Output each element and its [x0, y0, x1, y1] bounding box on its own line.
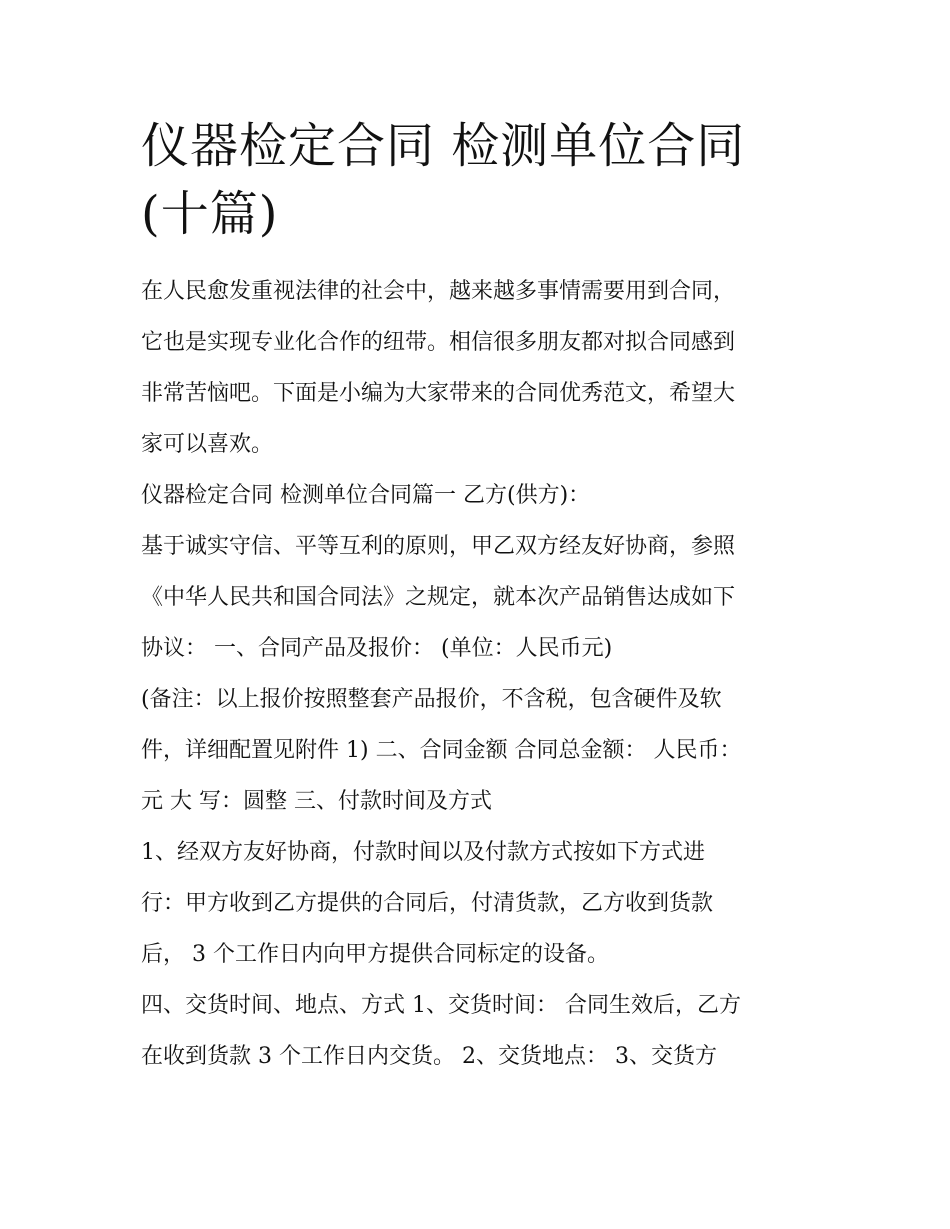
text-line: 1、经双方友好协商，付款时间以及付款方式按如下方式进 [141, 840, 705, 865]
agreement-paragraph [141, 521, 821, 674]
text-line: 仪器检定合同 检测单位合同篇一 乙方(供方)： [141, 483, 591, 508]
intro-paragraph [141, 266, 821, 470]
text-line: 在收到货款 3 个工作日内交货。 2、交货地点： 3、交货方 [141, 1044, 717, 1069]
text-line: 非常苦恼吧。下面是小编为大家带来的合同优秀范文，希望大 [141, 381, 736, 406]
text-line: 协议： 一、合同产品及报价： (单位：人民币元) [141, 636, 613, 661]
text-line: 基于诚实守信、平等互利的原则，甲乙双方经友好协商，参照 [141, 534, 736, 559]
text-line: 在人民愈发重视法律的社会中，越来越多事情需要用到合同， [141, 279, 736, 304]
note-paragraph [141, 674, 821, 827]
text-line: 后， 3 个工作日内向甲方提供合同标定的设备。 [141, 942, 609, 967]
document-body [141, 266, 821, 1082]
text-line: 四、交货时间、地点、方式 1、交货时间： 合同生效后，乙方 [141, 993, 741, 1018]
text-line: 《中华人民共和国合同法》之规定，就本次产品销售达成如下 [141, 585, 736, 610]
text-line: 件，详细配置见附件 1) 二、合同金额 合同总金额： 人民币： [141, 738, 742, 763]
title-line: (十篇) [141, 186, 279, 242]
document-content [141, 112, 821, 1082]
delivery-paragraph [141, 980, 821, 1082]
text-line: 元 大 写：圆整 三、付款时间及方式 [141, 789, 492, 814]
section-heading-paragraph [141, 470, 821, 521]
payment-paragraph [141, 827, 821, 980]
text-line: 家可以喜欢。 [141, 432, 274, 457]
text-line: 行：甲方收到乙方提供的合同后，付清货款，乙方收到货款 [141, 891, 714, 916]
document-title [141, 112, 821, 248]
text-line: (备注：以上报价按照整套产品报价，不含税，包含硬件及软 [141, 687, 722, 712]
text-line: 它也是实现专业化合作的纽带。相信很多朋友都对拟合同感到 [141, 330, 736, 355]
title-line: 仪器检定合同 检测单位合同 [141, 118, 746, 174]
